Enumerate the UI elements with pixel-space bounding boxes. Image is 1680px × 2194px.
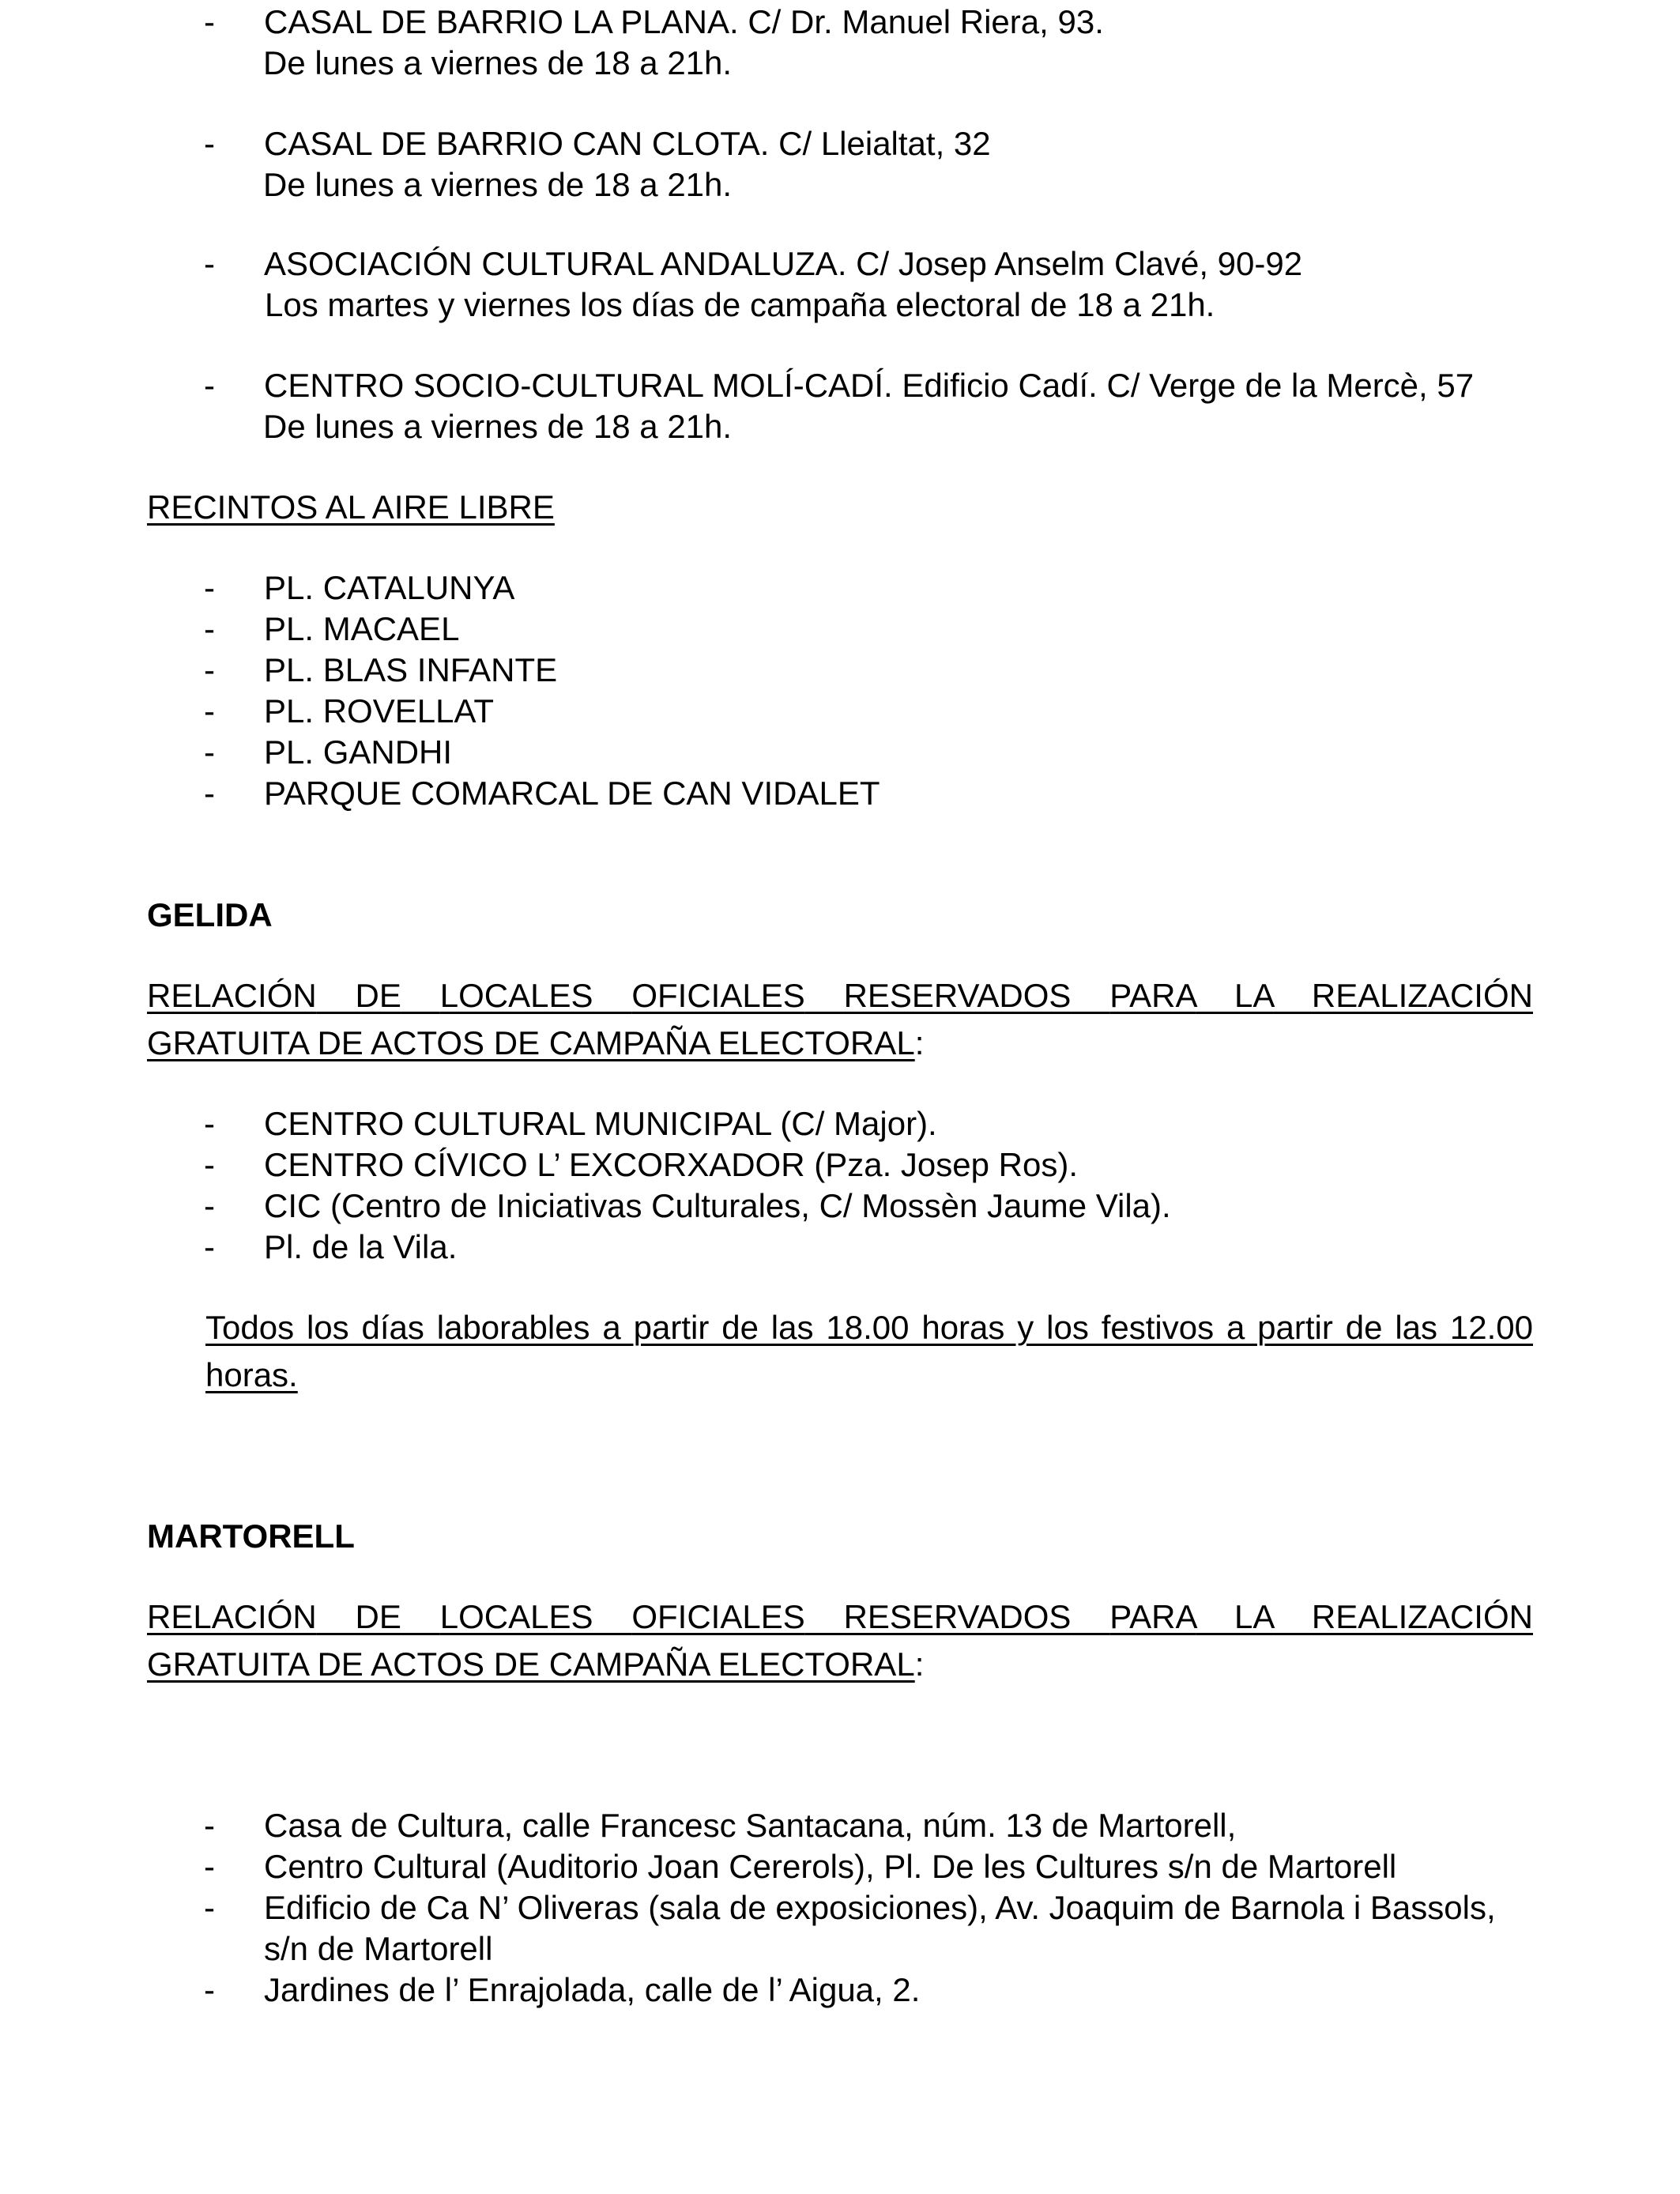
list-dash: - xyxy=(204,1971,215,2008)
venue-schedule: De lunes a viernes de 18 a 21h. xyxy=(263,44,733,81)
venue-schedule: Los martes y viernes los días de campaña electoral de 18 a 21h. xyxy=(265,286,1215,323)
relation-word: RESERVADOS xyxy=(843,1598,1072,1635)
list-dash: - xyxy=(204,1187,215,1224)
venue-schedule: De lunes a viernes de 18 a 21h. xyxy=(263,408,733,445)
outdoor-item: PL. GANDHI xyxy=(264,733,453,771)
outdoor-heading: RECINTOS AL AIRE LIBRE xyxy=(147,488,555,526)
relation-word: LA xyxy=(1234,1598,1274,1635)
relation-word: LOCALES xyxy=(439,977,593,1014)
relation-line-2 xyxy=(147,1644,924,1685)
relation-word: REALIZACIÓN xyxy=(1311,977,1533,1014)
list-dash: - xyxy=(204,692,215,729)
list-dash: - xyxy=(204,733,215,771)
martorell-venue: Centro Cultural (Auditorio Joan Cererols), Pl. De les Cultures s/n de Martorell xyxy=(264,1848,1397,1885)
martorell-venue: Casa de Cultura, calle Francesc Santacana, núm. 13 de Martorell, xyxy=(264,1807,1237,1844)
gelida-schedule-line-1: Todos los días laborables a partir de las 18.00 horas y los festivos a partir de las 12.00 xyxy=(205,1309,1533,1346)
relation-word: OFICIALES xyxy=(631,977,805,1014)
gelida-venue: Pl. de la Vila. xyxy=(264,1228,458,1265)
martorell-venue: Jardines de l’ Enrajolada, calle de l’ Aigua, 2. xyxy=(264,1971,921,2008)
relation-word: PARA xyxy=(1109,977,1196,1014)
list-dash: - xyxy=(204,1146,215,1183)
list-dash: - xyxy=(204,569,215,606)
outdoor-item: PL. BLAS INFANTE xyxy=(264,651,558,688)
relation-word: DE xyxy=(355,977,401,1014)
relation-word: OFICIALES xyxy=(631,1598,805,1635)
martorell-venue-continuation: s/n de Martorell xyxy=(264,1930,493,1967)
list-dash: - xyxy=(204,775,215,812)
gelida-venue: CENTRO CULTURAL MUNICIPAL (C/ Major). xyxy=(264,1105,937,1142)
list-dash: - xyxy=(204,3,215,40)
outdoor-item: PARQUE COMARCAL DE CAN VIDALET xyxy=(264,775,880,812)
relation-word: REALIZACIÓN xyxy=(1311,1598,1533,1635)
gelida-schedule-line-2: horas. xyxy=(205,1356,298,1393)
section-heading-gelida: GELIDA xyxy=(147,896,273,933)
list-dash: - xyxy=(204,1848,215,1885)
relation-line-2 xyxy=(147,1023,924,1064)
relation-line xyxy=(147,975,1533,1016)
venue-title: CASAL DE BARRIO CAN CLOTA. C/ Lleialtat, 32 xyxy=(264,125,991,162)
relation-word: RELACIÓN xyxy=(147,977,317,1014)
venue-title: CENTRO SOCIO-CULTURAL MOLÍ-CADÍ. Edificio Cadí. C/ Verge de la Mercè, 57 xyxy=(264,367,1475,404)
relation-word: DE xyxy=(355,1598,401,1635)
list-dash: - xyxy=(204,1807,215,1844)
list-dash: - xyxy=(204,610,215,647)
gelida-venue: CENTRO CÍVICO L’ EXCORXADOR (Pza. Josep Ros). xyxy=(264,1146,1079,1183)
relation-line xyxy=(147,1596,1533,1638)
outdoor-item: PL. MACAEL xyxy=(264,610,460,647)
relation-word: RELACIÓN xyxy=(147,1598,317,1635)
list-dash: - xyxy=(204,1228,215,1265)
relation-word: LA xyxy=(1234,977,1274,1014)
venue-title: ASOCIACIÓN CULTURAL ANDALUZA. C/ Josep Anselm Clavé, 90-92 xyxy=(264,245,1303,282)
outdoor-item: PL. CATALUNYA xyxy=(264,569,515,606)
list-dash: - xyxy=(204,1889,215,1926)
outdoor-item: PL. ROVELLAT xyxy=(264,692,495,729)
relation-text: GRATUITA DE ACTOS DE CAMPAÑA ELECTORAL xyxy=(147,1646,915,1683)
relation-text: GRATUITA DE ACTOS DE CAMPAÑA ELECTORAL xyxy=(147,1024,915,1061)
list-dash: - xyxy=(204,125,215,162)
venue-schedule: De lunes a viernes de 18 a 21h. xyxy=(263,166,733,203)
relation-word: LOCALES xyxy=(439,1598,593,1635)
list-dash: - xyxy=(204,245,215,282)
section-heading-martorell: MARTORELL xyxy=(147,1517,355,1555)
relation-word: PARA xyxy=(1109,1598,1196,1635)
martorell-venue: Edificio de Ca N’ Oliveras (sala de exposiciones), Av. Joaquim de Barnola i Bassols, xyxy=(264,1889,1496,1926)
list-dash: - xyxy=(204,1105,215,1142)
relation-colon: : xyxy=(914,1646,925,1683)
venue-title: CASAL DE BARRIO LA PLANA. C/ Dr. Manuel Riera, 93. xyxy=(264,3,1104,40)
list-dash: - xyxy=(204,651,215,688)
relation-colon: : xyxy=(914,1024,925,1061)
relation-word: RESERVADOS xyxy=(843,977,1072,1014)
gelida-venue: CIC (Centro de Iniciativas Culturales, C/ Mossèn Jaume Vila). xyxy=(264,1187,1171,1224)
list-dash: - xyxy=(204,367,215,404)
